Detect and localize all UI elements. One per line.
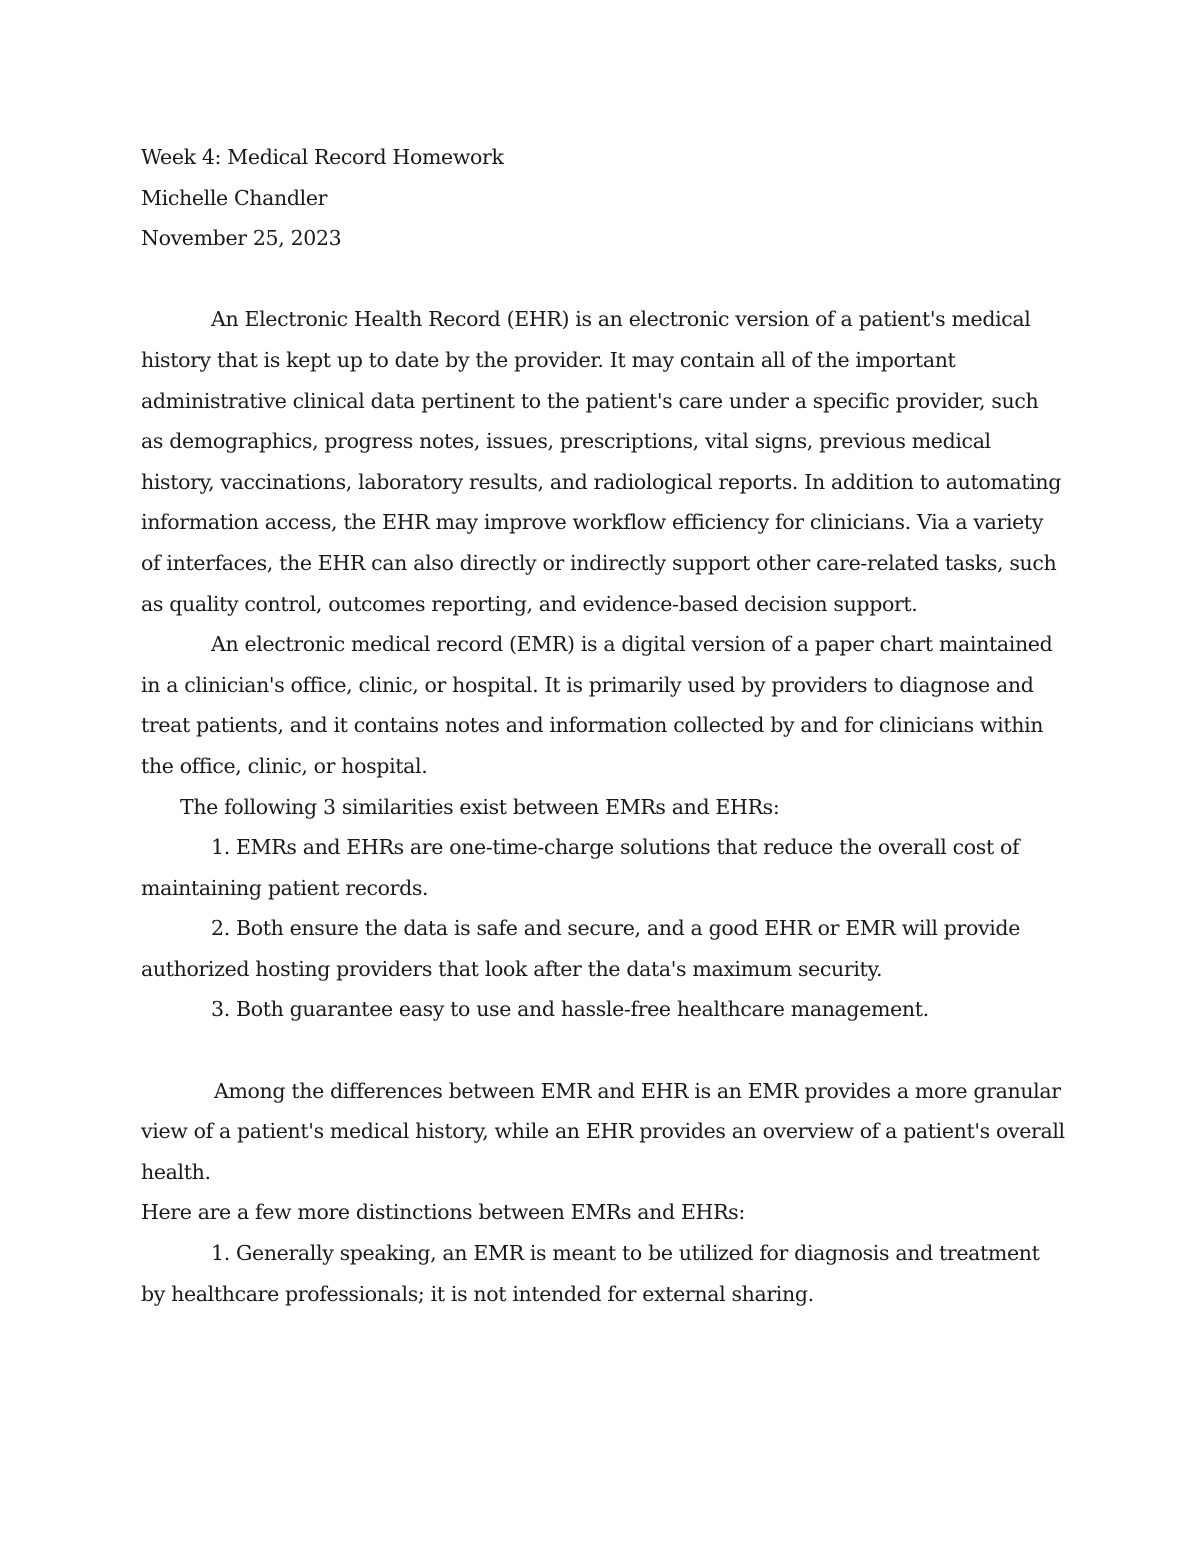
paragraph-ehr-definition: An Electronic Health Record (EHR) is an electronic version of a patient's medical history that is kept up to date by the provider. It may contain all of the important administrative clinical data pertinent to the patient's care under a specific provider, such as demographics, progress notes, issues, prescriptions, vital signs, previous medical history, vaccinations, laboratory results, and radiological reports. In addition to automating information access, the EHR may improve workflow efficiency for clinicians. Via a variety of interfaces, the EHR can also directly or indirectly support other care-related tasks, such as quality control, outcomes reporting, and evidence-based decision support. xyxy=(141,307,1062,616)
document-date: November 25, 2023 xyxy=(141,226,342,251)
document-body xyxy=(141,137,1066,1314)
document-title: Week 4: Medical Record Homework xyxy=(141,145,504,169)
similarity-item-3: 3. Both guarantee easy to use and hassle-free healthcare management. xyxy=(211,997,929,1022)
similarities-intro: The following 3 similarities exist between EMRs and EHRs: xyxy=(180,794,780,819)
spacer xyxy=(141,1030,1066,1071)
author-name: Michelle Chandler xyxy=(141,185,328,210)
distinction-item-1: 1. Generally speaking, an EMR is meant to be utilized for diagnosis and treatment by healthcare professionals; it is not intended for external sharing. xyxy=(141,1241,1040,1306)
spacer xyxy=(141,259,1066,300)
distinctions-intro: Here are a few more distinctions between EMRs and EHRs: xyxy=(141,1200,745,1225)
paragraph-emr-definition: An electronic medical record (EMR) is a digital version of a paper chart maintained in a clinician's office, clinic, or hospital. It is primarily used by providers to diagnose and treat patients, and it contains notes and information collected by and for clinicians within the office, clinic, or hospital. xyxy=(141,632,1053,778)
similarity-item-2: 2. Both ensure the data is safe and secure, and a good EHR or EMR will provide authorized hosting providers that look after the data's maximum security. xyxy=(141,916,1020,981)
similarity-item-1: 1. EMRs and EHRs are one-time-charge solutions that reduce the overall cost of maintaining patient records. xyxy=(141,835,1020,900)
differences-paragraph: Among the differences between EMR and EHR is an EMR provides a more granular view of a patient's medical history, while an EHR provides an overview of a patient's overall health. xyxy=(141,1078,1065,1184)
